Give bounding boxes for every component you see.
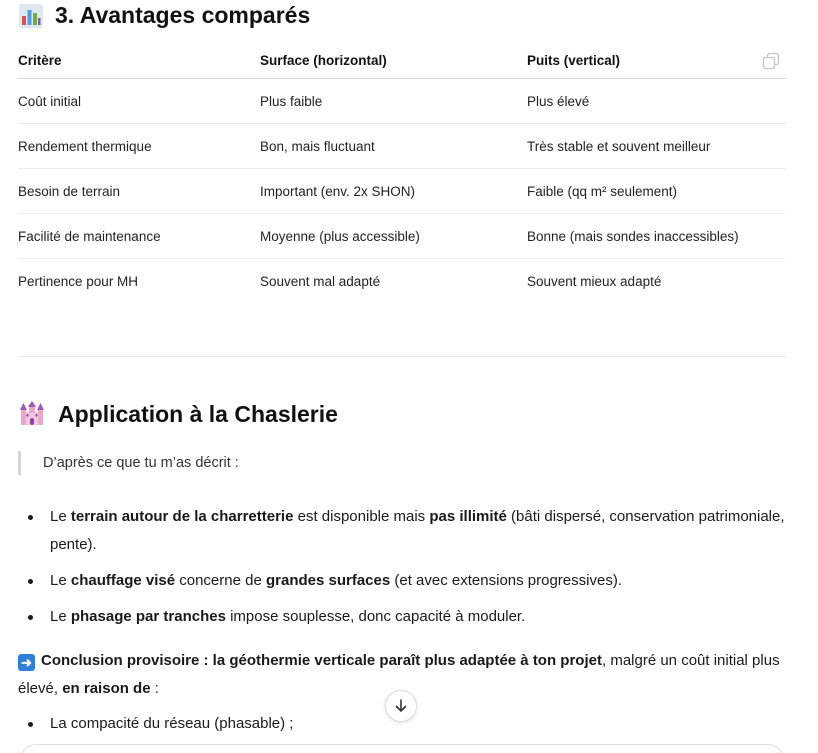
bold-text: en raison de [62, 680, 151, 697]
bold-text: chauffage visé [70, 572, 176, 589]
text-span: (bâti dispersé, conservation patrimoniale, pente). [50, 508, 785, 553]
table-cell: Faible (qq m² seulement) [527, 169, 786, 214]
table-row [18, 214, 786, 259]
table-cell: Souvent mal adapté [260, 273, 381, 289]
table-cell: Souvent mieux adapté [527, 273, 662, 289]
table-row [18, 79, 786, 124]
bold-text: grandes surfaces [265, 572, 391, 589]
table-cell: Facilité de maintenance [18, 214, 260, 259]
bar-chart-icon [18, 3, 44, 29]
table-row [18, 169, 786, 214]
list-item: La compacité du réseau (phasable) ; [18, 710, 788, 738]
column-header: Surface (horizontal) [260, 42, 527, 79]
section-heading-application [18, 400, 338, 428]
text-span: concerne de [175, 572, 266, 589]
table-cell: Important (env. 2x SHON) [260, 169, 527, 214]
bold-text: terrain autour de la charretterie [70, 508, 294, 525]
section-title: Application à la Chaslerie [58, 400, 338, 427]
text-span: (et avec extensions progressives). [390, 572, 622, 589]
section-divider [18, 356, 786, 357]
table-cell: Moyenne (plus accessible) [260, 214, 527, 259]
bold-text: Conclusion provisoire : la géothermie verticale paraît plus adaptée à ton projet [41, 652, 602, 669]
table-cell: Pertinence pour MH [18, 273, 139, 289]
table-cell: Rendement thermique [18, 124, 260, 169]
text-span: , malgré un coût initial plus élevé, [18, 652, 780, 697]
text-span: impose souplesse, donc capacité à moduler. [225, 608, 526, 625]
comparison-table-container [18, 42, 786, 303]
bold-text: pas illimité [429, 508, 507, 525]
table-cell: Bonne (mais sondes inaccessibles) [527, 214, 786, 259]
table-cell: Coût initial [18, 79, 260, 124]
list-item [18, 603, 788, 631]
table-cell: Très stable et souvent meilleur [527, 124, 786, 169]
blockquote: D’après ce que tu m’as décrit : [18, 451, 239, 475]
copy-table-button[interactable] [762, 52, 780, 70]
castle-icon [18, 400, 46, 428]
arrow-down-icon [393, 698, 409, 714]
message-composer[interactable] [20, 744, 784, 753]
table-cell: Plus élevé [527, 79, 786, 124]
table-cell: Besoin de terrain [18, 169, 260, 214]
list-item [18, 567, 788, 595]
table-header-row [18, 42, 786, 79]
list-item [18, 503, 788, 559]
table-row [18, 259, 786, 304]
table-row [18, 124, 786, 169]
copy-icon [762, 52, 780, 70]
bold-text: phasage par tranches [70, 608, 226, 625]
table-cell: Plus faible [260, 79, 527, 124]
text-span: est disponible mais [293, 508, 430, 525]
text-span: : [150, 680, 159, 697]
comparison-table [18, 42, 786, 303]
column-header: Puits (vertical) [527, 42, 786, 79]
section-title: 3. Avantages comparés [55, 2, 311, 28]
text-span: Le [50, 572, 71, 589]
table-cell: Bon, mais fluctuant [260, 124, 527, 169]
scroll-to-bottom-button[interactable] [385, 690, 417, 722]
column-header: Critère [18, 42, 260, 79]
text-span: Le [50, 608, 71, 625]
section-heading-avantages [18, 2, 310, 29]
right-arrow-icon: ➜ [18, 654, 35, 671]
text-span: Le [50, 508, 71, 525]
bullet-list [18, 503, 788, 639]
